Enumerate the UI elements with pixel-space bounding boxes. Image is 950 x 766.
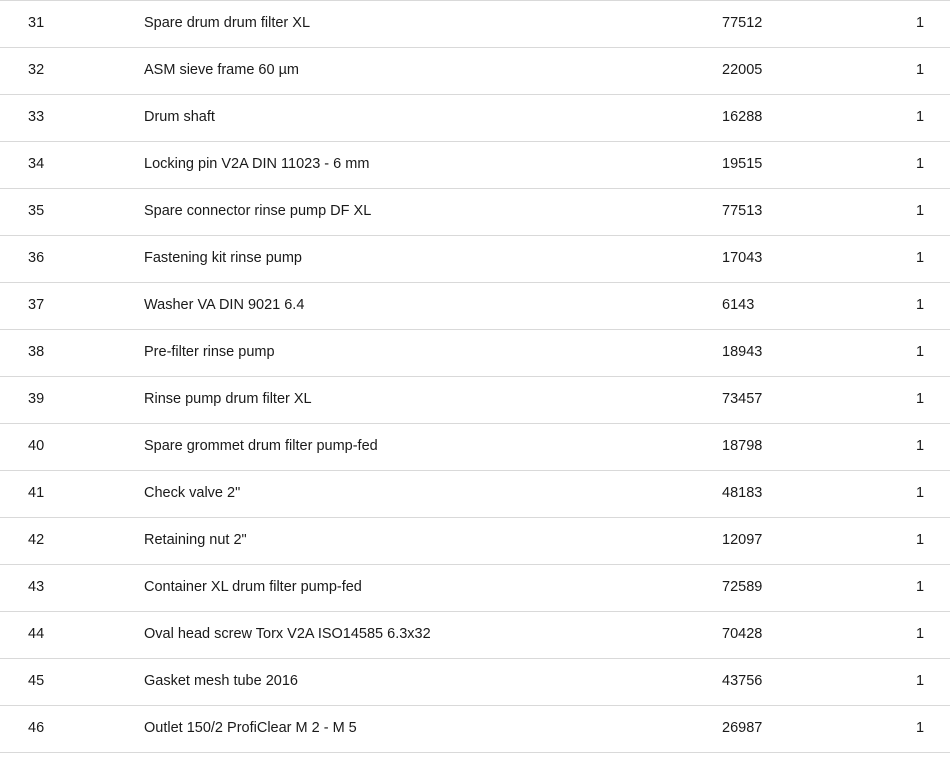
table-row — [0, 612, 950, 659]
cell-position: 36 — [0, 236, 108, 283]
cell-article-number: 73457 — [722, 377, 912, 424]
cell-article-number: 18943 — [722, 330, 912, 377]
cell-position: 39 — [0, 377, 108, 424]
table-row — [0, 189, 950, 236]
cell-part-name: Fastening kit rinse pump — [108, 236, 722, 283]
cell-part-name: Washer VA DIN 9021 6.4 — [108, 283, 722, 330]
table-row — [0, 48, 950, 95]
cell-quantity: 1 — [912, 612, 950, 659]
cell-part-name: ASM sieve frame 60 µm — [108, 48, 722, 95]
cell-position: 40 — [0, 424, 108, 471]
cell-position: 45 — [0, 659, 108, 706]
cell-part-name: Spare drum drum filter XL — [108, 1, 722, 48]
cell-quantity: 1 — [912, 1, 950, 48]
cell-quantity: 1 — [912, 518, 950, 565]
cell-position: 43 — [0, 565, 108, 612]
table-row — [0, 377, 950, 424]
cell-quantity: 1 — [912, 236, 950, 283]
cell-quantity: 1 — [912, 95, 950, 142]
cell-quantity: 1 — [912, 142, 950, 189]
cell-position: 38 — [0, 330, 108, 377]
cell-quantity: 1 — [912, 424, 950, 471]
cell-article-number: 70428 — [722, 612, 912, 659]
table-row — [0, 471, 950, 518]
cell-quantity: 1 — [912, 565, 950, 612]
table-row — [0, 283, 950, 330]
cell-position: 33 — [0, 95, 108, 142]
cell-position: 35 — [0, 189, 108, 236]
cell-article-number: 6143 — [722, 283, 912, 330]
cell-part-name: Rinse pump drum filter XL — [108, 377, 722, 424]
cell-article-number: 77513 — [722, 189, 912, 236]
cell-article-number: 48183 — [722, 471, 912, 518]
cell-part-name: Spare grommet drum filter pump-fed — [108, 424, 722, 471]
cell-quantity: 1 — [912, 706, 950, 753]
cell-part-name: Check valve 2" — [108, 471, 722, 518]
cell-article-number: 12097 — [722, 518, 912, 565]
cell-quantity: 1 — [912, 189, 950, 236]
cell-quantity: 1 — [912, 377, 950, 424]
cell-quantity: 1 — [912, 330, 950, 377]
cell-position: 32 — [0, 48, 108, 95]
cell-position: 37 — [0, 283, 108, 330]
cell-part-name: Container XL drum filter pump-fed — [108, 565, 722, 612]
table-row — [0, 95, 950, 142]
cell-quantity: 1 — [912, 283, 950, 330]
table-row — [0, 142, 950, 189]
table-row — [0, 706, 950, 753]
cell-part-name: Spare connector rinse pump DF XL — [108, 189, 722, 236]
cell-position: 31 — [0, 1, 108, 48]
cell-position: 41 — [0, 471, 108, 518]
cell-quantity: 1 — [912, 471, 950, 518]
cell-article-number: 77512 — [722, 1, 912, 48]
table-row — [0, 659, 950, 706]
cell-part-name: Pre-filter rinse pump — [108, 330, 722, 377]
cell-part-name: Outlet 150/2 ProfiClear M 2 - M 5 — [108, 706, 722, 753]
table-row — [0, 236, 950, 283]
cell-part-name: Oval head screw Torx V2A ISO14585 6.3x32 — [108, 612, 722, 659]
cell-article-number: 26987 — [722, 706, 912, 753]
cell-quantity: 1 — [912, 48, 950, 95]
cell-article-number: 72589 — [722, 565, 912, 612]
table-row — [0, 1, 950, 48]
cell-position: 44 — [0, 612, 108, 659]
cell-quantity: 1 — [912, 659, 950, 706]
cell-position: 46 — [0, 706, 108, 753]
cell-position: 42 — [0, 518, 108, 565]
cell-part-name: Drum shaft — [108, 95, 722, 142]
cell-article-number: 19515 — [722, 142, 912, 189]
cell-part-name: Locking pin V2A DIN 11023 - 6 mm — [108, 142, 722, 189]
table-row — [0, 518, 950, 565]
cell-article-number: 17043 — [722, 236, 912, 283]
cell-article-number: 16288 — [722, 95, 912, 142]
table-row — [0, 424, 950, 471]
cell-position: 34 — [0, 142, 108, 189]
cell-article-number: 18798 — [722, 424, 912, 471]
table-body — [0, 1, 950, 753]
cell-part-name: Gasket mesh tube 2016 — [108, 659, 722, 706]
cell-article-number: 43756 — [722, 659, 912, 706]
table-row — [0, 565, 950, 612]
cell-article-number: 22005 — [722, 48, 912, 95]
cell-part-name: Retaining nut 2" — [108, 518, 722, 565]
table-row — [0, 330, 950, 377]
